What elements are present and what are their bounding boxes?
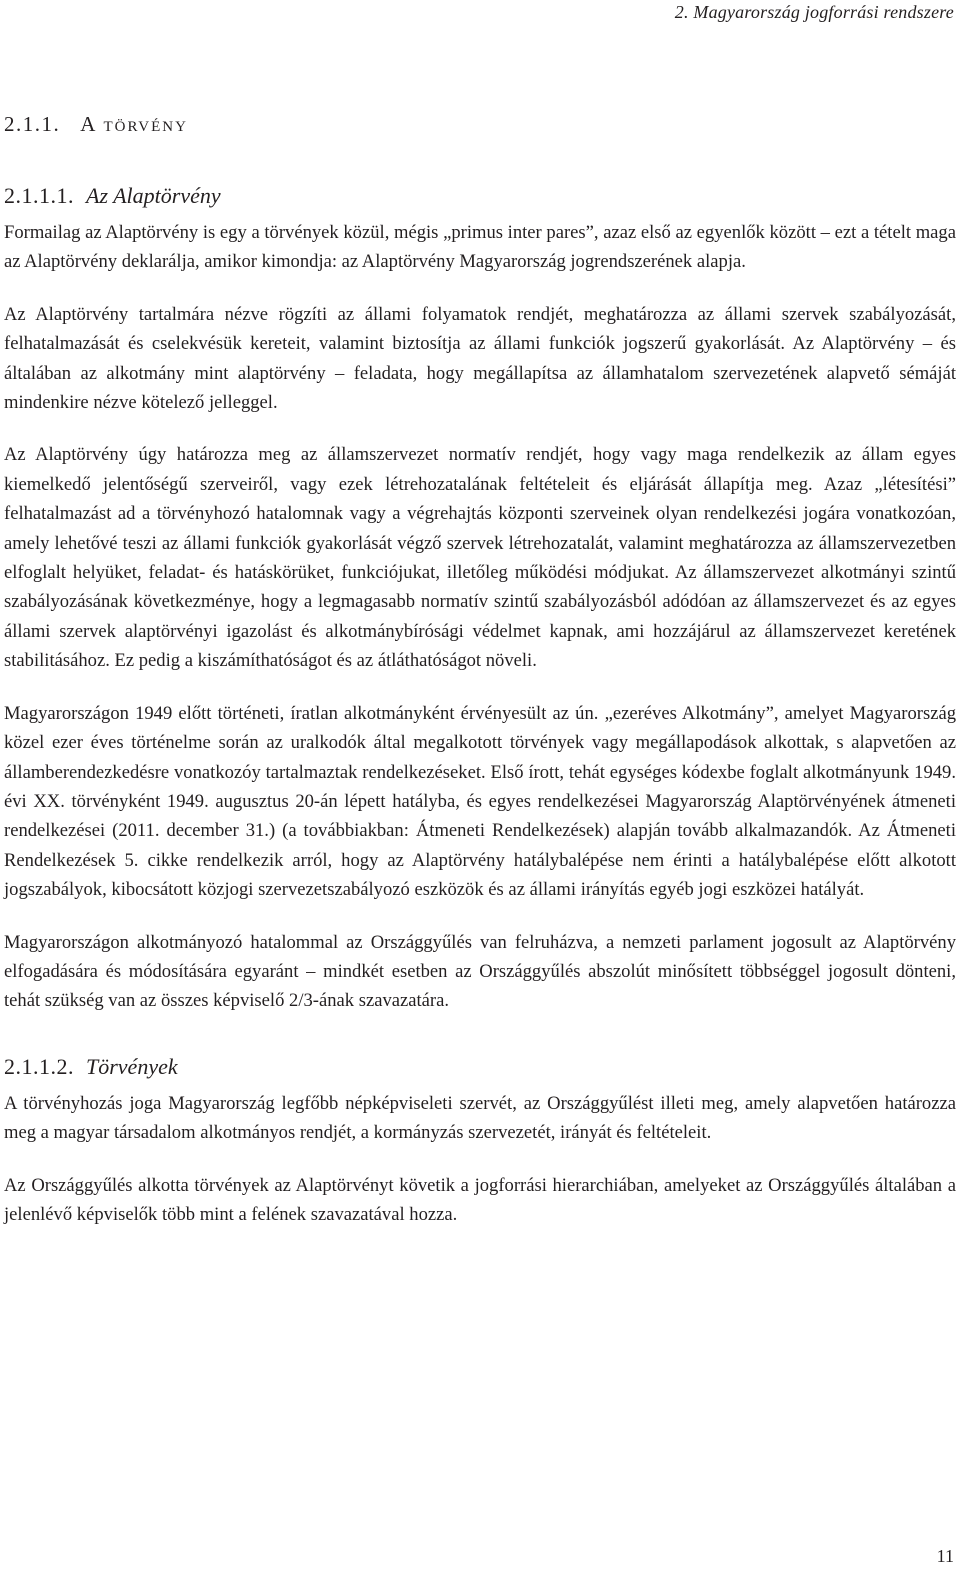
subsection-number-1: 2.1.1.1. (4, 183, 74, 208)
paragraph: Az Országgyűlés alkotta törvények az Alaptörvényt követik a jogforrási hierarchiában, amelyeket az Országgyűlés általában a jelenlévő képviselők több mint a felének szavazatával hozza. (4, 1174, 956, 1225)
paragraph: Magyarországon 1949 előtt történeti, íratlan alkotmányként érvényesült az ún. „ezeréves Alkotmány”, amelyet Magyarország közel ezer éves történelme során az uralkodók által megalkotott törvények vagy megállapodások alkottak, s alapvetően az államberendezkedésre vonatkozóy tartalmaztak rendelkezéseket. Első írott, tehát egységes kódexbe foglalt alkotmányunk 1949. évi XX. törvényként 1949. augusztus 20-án lépett hatályba, és egyes rendelkezései Magyarország Alaptörvényének átmeneti rendelkezései (2011. december 31.) (a továbbiakban: Átmeneti Rendelkezések) alapján tovább alkalmazandók. Az Átmeneti Rendelkezések 5. cikke rendelkezik arról, hogy az Alaptörvény hatálybalépése nem érinti a hatálybalépése előtt alkotott jogszabályok, kibocsátott közjogi szervezetszabályozó eszközök és az állami irányítás egyéb jogi eszközei hatályát. (4, 702, 956, 901)
paragraph: Az Alaptörvény úgy határozza meg az államszervezet normatív rendjét, hogy vagy maga rendelkezik az állam egyes kiemelkedő jelentőségű szerveiről, vagy ezek létrehozatalának feltételeit és eljárását állapítja meg. Azaz „létesítési” felhatalmazást ad a törvényhozó hatalomnak vagy a végrehajtás központi szerveinek olyan rendelkezési jogára vonatkozóan, amely lehetővé teszi az állami funkciók gyakorlását végző szervek létrehozatalát, valamint meghatározza az államszervezetben elfoglalt helyüket, feladat- és hatáskörüket, funkciójukat, illetőleg működési módjukat. Az államszervezet alkotmányi szintű szabályozásának következménye, hogy a legmagasabb normatív szintű szabályozásból adódóan az államszervezet és az egyes állami szervek alaptörvényi igazolást és alkotmánybírósági védelmet kapnak, ami hozzájárul az államszervezet keretének stabilitásához. Ez pedig a kiszámíthatóságot és az átláthatóságot növeli. (4, 444, 956, 672)
section-title: A törvény (80, 112, 188, 136)
subsection-title-2: Törvények (86, 1053, 178, 1079)
section-number: 2.1.1. (4, 112, 61, 136)
paragraph: Az Alaptörvény tartalmára nézve rögzíti az állami folyamatok rendjét, meghatározza az állami szervek szabályozását, felhatalmazását és cselekvésük kereteit, valamint biztosítja az állami funkciók jogszerű gyakorlását. Az Alaptörvény – és általában az alkotmány mint alaptörvény – feladata, hogy megállapítsa az államhatalom szervezetének alapvető sémáját mindenkire nézve kötelező jelleggel. (4, 303, 956, 414)
subsection-number-2: 2.1.1.2. (4, 1053, 74, 1079)
paragraph: Formailag az Alaptörvény is egy a törvények közül, mégis „primus inter pares”, azaz első az egyenlők között – ezt a tételt maga az Alaptörvény deklarálja, amikor kimondja: az Alaptörvény Magyarország jogrendszerének alapja. (4, 222, 956, 273)
subsection-title-1: Az Alaptörvény (86, 183, 221, 208)
paragraph: A törvényhozás joga Magyarország legfőbb népképviseleti szervét, az Országgyűlést illeti meg, amely alapvetően határozza meg a magyar társadalom alkotmányos rendjét, a kormányzás szervezetét, irányát és feltételeit. (4, 1092, 956, 1144)
page-content (4, 108, 956, 1252)
running-header: 2. Magyarország jogforrási rendszere (674, 2, 954, 22)
page-number: 11 (936, 1546, 954, 1566)
paragraph: Magyarországon alkotmányozó hatalommal az Országgyűlés van felruházva, a nemzeti parlament jogosult az Alaptörvény elfogadására és módosítására egyaránt – mindkét esetben az Országgyűlés abszolút minősített többséggel jogosult dönteni, tehát szükség van az összes képviselő 2/3-ának szavazatára. (4, 931, 956, 1012)
subsection-heading-1 (4, 180, 956, 212)
subsection-heading-2 (4, 1051, 956, 1083)
section-heading (4, 108, 956, 140)
